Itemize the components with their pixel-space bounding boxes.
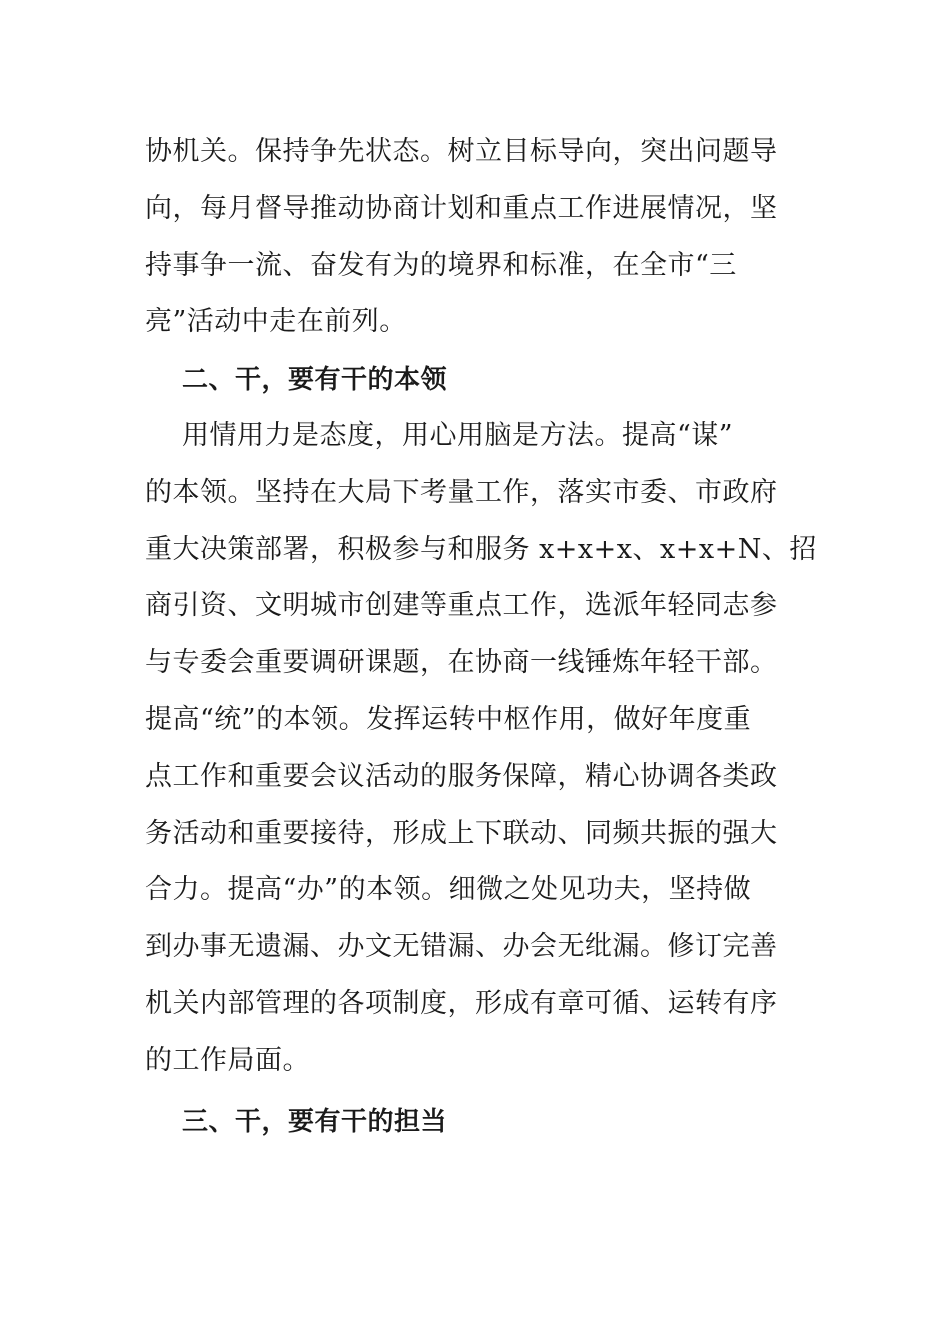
text-line: 的本领。坚持在大局下考量工作，落实市委、市政府 — [145, 476, 778, 508]
text-line: 商引资、文明城市创建等重点工作，选派年轻同志参 — [145, 590, 778, 622]
text-line: 务活动和重要接待，形成上下联动、同频共振的强大 — [145, 817, 778, 849]
text-line: 持事争一流、奋发有为的境界和标准，在全市“三 — [145, 249, 737, 281]
text-line: 用情用力是态度，用心用脑是方法。提高“谋” — [182, 420, 734, 451]
continuation-paragraph — [145, 124, 810, 351]
section-2-paragraph — [145, 408, 817, 1090]
section-3-heading-block — [145, 1094, 810, 1151]
text-line: 到办事无遗漏、办文无错漏、办会无纰漏。修订完善 — [145, 931, 778, 963]
text-line: 亮”活动中走在前列。 — [145, 306, 407, 338]
text-line: 合力。提高“办”的本领。细微之处见功夫，坚持做 — [145, 874, 752, 906]
text-line: 机关内部管理的各项制度，形成有章可循、运转有序 — [145, 987, 778, 1019]
text-line: 协机关。保持争先状态。树立目标导向，突出问题导 — [145, 136, 778, 167]
text-line: 提高“统”的本领。发挥运转中枢作用，做好年度重 — [145, 703, 752, 735]
text-line: 与专委会重要调研课题，在协商一线锤炼年轻干部。 — [145, 647, 778, 679]
text-line: 点工作和重要会议活动的服务保障，精心协调各类政 — [145, 760, 778, 792]
text-line: 向，每月督导推动协商计划和重点工作进展情况，坚 — [145, 192, 778, 224]
section-2-heading-block — [145, 352, 810, 409]
text-line: 的工作局面。 — [145, 1044, 310, 1076]
text-line: 重大决策部署，积极参与和服务 x+x+x、x+x+N、招 — [145, 533, 817, 565]
section-heading: 三、干，要有干的担当 — [182, 1107, 448, 1137]
section-heading: 二、干，要有干的本领 — [182, 365, 448, 395]
